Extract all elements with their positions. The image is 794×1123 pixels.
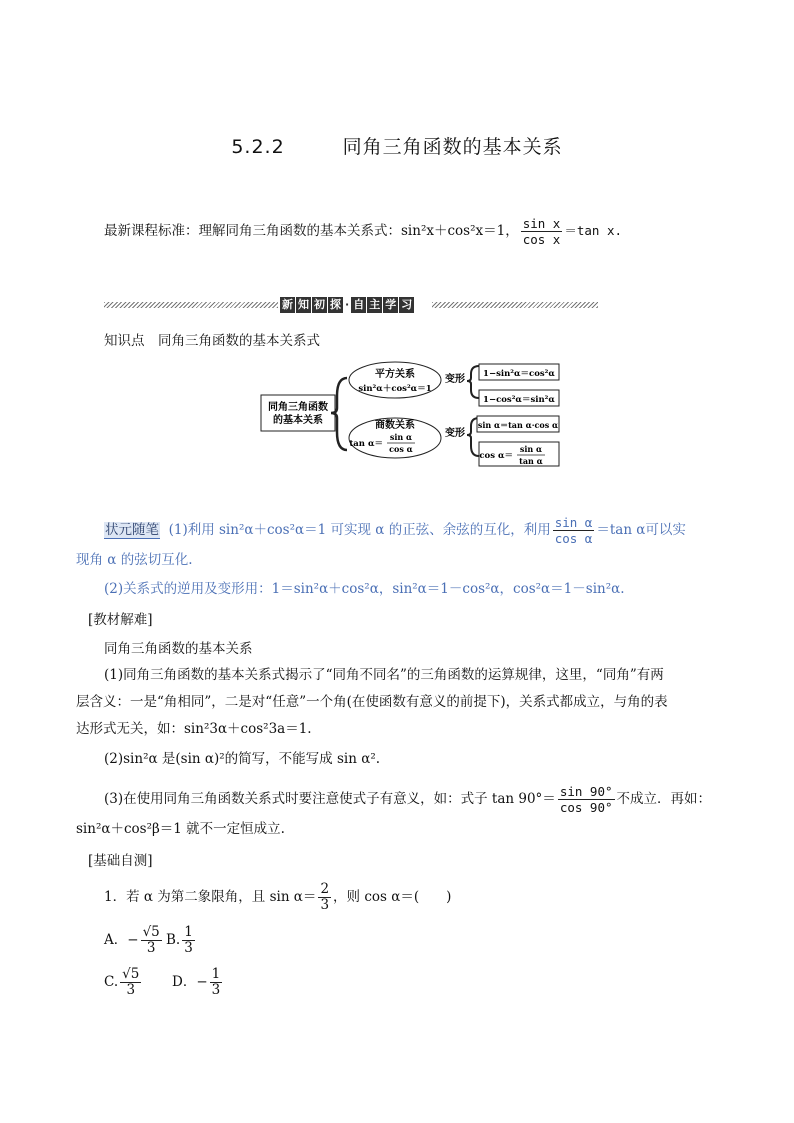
textbook-p1-l1: (1)同角三角函数的基本关系式揭示了“同角不同名”的三角函数的运算规律，这里，“同角”有两 (104, 667, 664, 683)
diagram-root-l2: 的基本关系 (273, 415, 323, 426)
square-title: 平方关系 (375, 369, 415, 380)
square-formula: sin²α＋cos²α＝1 (358, 384, 432, 394)
question-1: 1．若 α 为第二象限角，且 sin α＝ $\frac{2}{3}$ ，则 cos α＝( ) (104, 881, 452, 913)
textbook-p2: (2)sin²α 是(sin α)²的简写，不能写成 sin α². (104, 751, 381, 767)
textbook-p3-l1: (3)在使用同角三角函数关系式时要注意使式子有意义，如：式子 tan 90°＝ $\frac{\sin 90^\circ}{\cos 90^\circ}$ 不成立．再如： (104, 784, 711, 815)
option-a[interactable]: A．− $\frac{√5}{3}$ (104, 924, 160, 956)
textbook-p1-l3: 达形式无关，如：sin²3α＋cos²3a＝1. (76, 721, 312, 737)
knowledge-title: 知识点 同角三角函数的基本关系式 (104, 333, 320, 349)
transform-label-2: 变形 (445, 428, 465, 439)
note-line-2: 现角 α 的弦切互化. (76, 552, 193, 568)
banner-rule-left (104, 302, 278, 308)
option-d[interactable]: D．− $\frac{1}{3}$ (172, 966, 221, 998)
quotient-title: 商数关系 (375, 420, 415, 431)
standard-prefix: 最新课程标准：理解同角三角函数的基本关系式：sin²x＋cos²x＝1， (104, 223, 519, 239)
quotient-lhs: tan α＝ (349, 439, 383, 449)
textbook-subtitle: 同角三角函数的基本关系 (104, 641, 253, 657)
transform-label-1: 变形 (445, 374, 465, 385)
section-textbook: [教材解难] (88, 612, 153, 628)
note-fraction: $\frac{\text{sin α}}{\text{cos α}}$ (554, 515, 593, 546)
relation-diagram (255, 358, 565, 470)
result-4-lhs: cos α＝ (479, 451, 513, 461)
diagram-root-l1: 同角三角函数 (268, 402, 328, 413)
section-title: 同角三角函数的基本关系 (342, 136, 563, 158)
tan90-fraction: $\frac{\sin 90^\circ}{\cos 90^\circ}$ (559, 784, 613, 815)
diagram-brace-main (331, 378, 347, 450)
option-b[interactable]: B. $\frac{1}{3}$ (166, 924, 193, 956)
q1-fraction: $\frac{2}{3}$ (320, 881, 330, 913)
textbook-p1-l2: 层含义：一是“角相同”，二是对“任意”一个角(在使函数有意义的前提下)，关系式都成立，与角的表 (76, 694, 668, 710)
option-c[interactable]: C. $\frac{√5}{3}$ (104, 966, 140, 998)
standard-fraction: $\frac{\text{sin x}}{\text{cos x}}$ (522, 216, 561, 247)
result-4-num: sin α (519, 444, 543, 454)
standard-suffix: ＝tan x. (564, 223, 622, 238)
quotient-num: sin α (389, 432, 413, 442)
note-tag: 状元随笔 (105, 522, 159, 538)
banner-rule-right (432, 302, 598, 308)
result-4-den: tan α (519, 456, 543, 466)
quotient-den: cos α (389, 444, 413, 454)
diagram-brace-top (467, 366, 479, 398)
result-2: 1−cos²α＝sin²α (483, 395, 555, 405)
page-title (0, 132, 794, 159)
course-standard (104, 216, 622, 247)
section-selftest: [基础自测] (88, 853, 153, 869)
section-number: 5.2.2 (231, 136, 285, 158)
section-banner: 新 知 初 探 · 自 主 学 习 (282, 297, 413, 311)
result-1: 1−sin²α＝cos²α (483, 369, 555, 379)
note-line-3: (2)关系式的逆用及变形用：1＝sin²α＋cos²α，sin²α＝1－cos²α，cos²α＝1－sin²α. (104, 581, 625, 597)
note-line-1: 状元随笔 (1)利用 sin²α＋cos²α＝1 可实现 α 的正弦、余弦的互化，利用 $\frac{\text{sin α}}{\text{cos α}}$ ＝tan α可以实 (105, 515, 686, 546)
result-3: sin α＝tan α·cos α (477, 420, 559, 430)
textbook-p3-l2: sin²α＋cos²β＝1 就不一定恒成立. (76, 821, 285, 837)
